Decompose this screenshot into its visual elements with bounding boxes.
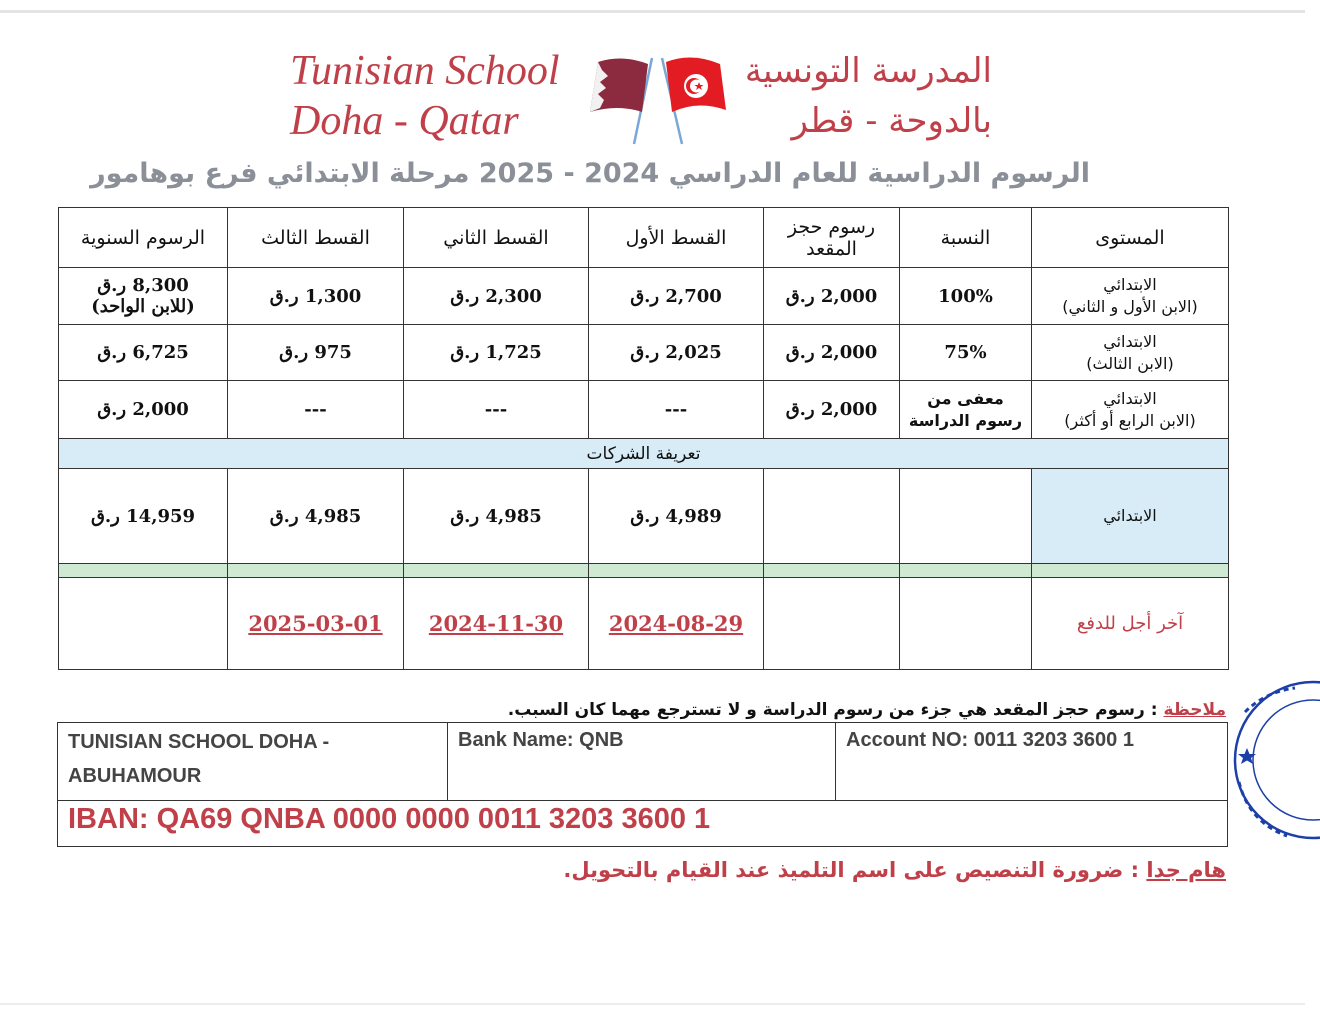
- cell-deadline-label: آخر أجل للدفع: [1032, 578, 1229, 670]
- school-name-en-line1: Tunisian School: [290, 48, 560, 94]
- separator-cell: [1032, 564, 1229, 578]
- cell-percent: 75%: [900, 325, 1032, 381]
- separator-cell: [228, 564, 404, 578]
- cell-seat-fee: 2,000 ر.ق: [764, 325, 900, 381]
- important-text: : ضرورة التنصيص على اسم التلميذ عند القيام بالتحويل.: [563, 858, 1147, 882]
- cell-installment-2: ---: [404, 381, 589, 439]
- school-name-ar-line1: المدرسة التونسية: [744, 51, 992, 91]
- annual-sub: (للابن الواحد): [91, 296, 195, 317]
- note-text: : رسوم حجز المقعد هي جزء من رسوم الدراسة و لا تسترجع مهما كان السبب.: [507, 700, 1164, 720]
- table-row: [59, 381, 1229, 439]
- cell-installment-3: 4,985 ر.ق: [228, 469, 404, 564]
- level-sub: (الابن الأول و الثاني): [1062, 297, 1198, 316]
- school-name-en-line2: Doha - Qatar: [290, 98, 519, 144]
- cell-installment-1: 2,025 ر.ق: [589, 325, 764, 381]
- crossed-flags-logo: [578, 48, 738, 148]
- fees-table: [58, 207, 1229, 670]
- corporate-heading-row: [59, 439, 1229, 469]
- deadline-row: [59, 578, 1229, 670]
- cell-installment-1: 4,989 ر.ق: [589, 469, 764, 564]
- cell-level: [1032, 381, 1229, 439]
- cell-installment-3: ---: [228, 381, 404, 439]
- level-name: الابتدائي: [1103, 275, 1157, 294]
- page-title: الرسوم الدراسية للعام الدراسي 2024 - 2025 مرحلة الابتدائي فرع بوهامور: [90, 158, 1090, 189]
- deadline-installment-1: 2024-08-29: [589, 578, 764, 670]
- cell-installment-2: 4,985 ر.ق: [404, 469, 589, 564]
- separator-cell: [900, 564, 1032, 578]
- important-notice: [560, 858, 1226, 882]
- corporate-row: [59, 469, 1229, 564]
- corporate-heading: تعريفة الشركات: [59, 439, 1229, 469]
- cell-installment-3: 975 ر.ق: [228, 325, 404, 381]
- table-row: [59, 325, 1229, 381]
- top-border: [0, 10, 1305, 13]
- bank-details-table: [57, 722, 1228, 847]
- cell-seat-fee: [764, 578, 900, 670]
- cell-installment-1: ---: [589, 381, 764, 439]
- bank-info-row: [58, 723, 1228, 801]
- cell-level: [1032, 268, 1229, 325]
- iban: IBAN: QA69 QNBA 0000 0000 0011 3203 3600 1: [58, 801, 1228, 847]
- cell-percent: معفى من رسوم الدراسة: [900, 381, 1032, 439]
- account-number: Account NO: 0011 3203 3600 1: [836, 723, 1228, 801]
- deadline-installment-3: 2025-03-01: [228, 578, 404, 670]
- table-header-row: [59, 208, 1229, 268]
- cell-annual-fee: [59, 578, 228, 670]
- important-label: هام جدا: [1146, 858, 1226, 882]
- table-row: [59, 268, 1229, 325]
- header-seat-fee: رسوم حجز المقعد: [764, 208, 900, 268]
- header-annual-fee: الرسوم السنوية: [59, 208, 228, 268]
- cell-annual-fee: 2,000 ر.ق: [59, 381, 228, 439]
- school-name-arabic: [730, 46, 992, 146]
- separator-cell: [59, 564, 228, 578]
- cell-seat-fee: [764, 469, 900, 564]
- iban-row: [58, 801, 1228, 847]
- cell-percent: [900, 469, 1032, 564]
- cell-level: [1032, 325, 1229, 381]
- header-installment-2: القسط الثاني: [404, 208, 589, 268]
- level-name: الابتدائي: [1103, 388, 1157, 408]
- separator-cell: [589, 564, 764, 578]
- separator-row: [59, 564, 1229, 578]
- note-label: ملاحظة: [1163, 700, 1226, 720]
- separator-cell: [764, 564, 900, 578]
- bank-name: Bank Name: QNB: [448, 723, 836, 801]
- qatar-flag-icon: [590, 58, 652, 144]
- account-holder: TUNISIAN SCHOOL DOHA - ABUHAMOUR: [58, 723, 448, 801]
- level-name: الابتدائي: [1103, 331, 1157, 351]
- school-name-ar-line2: بالدوحة - قطر: [791, 101, 992, 141]
- cell-installment-2: 1,725 ر.ق: [404, 325, 589, 381]
- school-name-english: [290, 46, 560, 146]
- cell-percent: 100%: [900, 268, 1032, 325]
- cell-seat-fee: 2,000 ر.ق: [764, 381, 900, 439]
- cell-annual-fee: [59, 268, 228, 325]
- cell-percent: [900, 578, 1032, 670]
- separator-cell: [404, 564, 589, 578]
- level-sub: (الابن الثالث): [1086, 353, 1174, 373]
- school-stamp-icon: [1225, 672, 1320, 852]
- deadline-installment-2: 2024-11-30: [404, 578, 589, 670]
- header-installment-3: القسط الثالث: [228, 208, 404, 268]
- header-installment-1: القسط الأول: [589, 208, 764, 268]
- note: [507, 700, 1226, 720]
- cell-installment-1: 2,700 ر.ق: [589, 268, 764, 325]
- bottom-border: [0, 1003, 1305, 1005]
- header-level: المستوى: [1032, 208, 1229, 268]
- cell-annual-fee: 6,725 ر.ق: [59, 325, 228, 381]
- tunisia-flag-icon: [662, 57, 726, 144]
- cell-installment-3: 1,300 ر.ق: [228, 268, 404, 325]
- header-percent: النسبة: [900, 208, 1032, 268]
- cell-annual-fee: 14,959 ر.ق: [59, 469, 228, 564]
- cell-seat-fee: 2,000 ر.ق: [764, 268, 900, 325]
- annual-value: 8,300 ر.ق: [97, 275, 189, 296]
- cell-level: الابتدائي: [1032, 469, 1229, 564]
- level-sub: (الابن الرابع أو أكثر): [1064, 410, 1196, 430]
- cell-installment-2: 2,300 ر.ق: [404, 268, 589, 325]
